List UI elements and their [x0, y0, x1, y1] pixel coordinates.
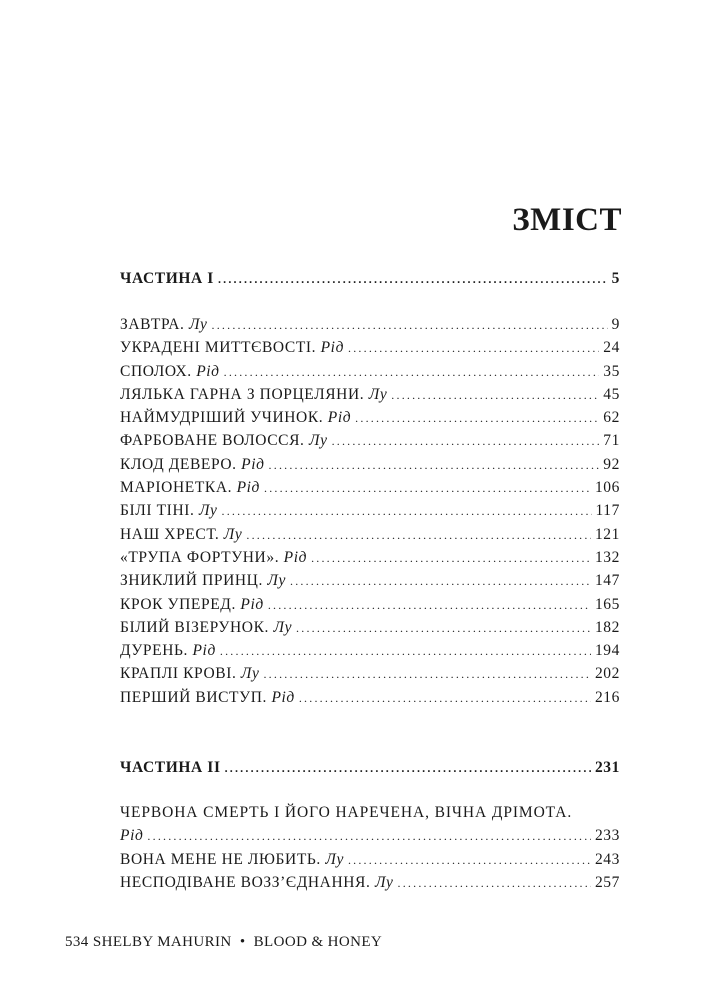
entry-title: ЗНИКЛИЙ ПРИНЦ. [120, 572, 268, 590]
entry-title: ЧЕРВОНА СМЕРТЬ І ЙОГО НАРЕЧЕНА, ВІЧНА ДРІМОТА. [120, 804, 573, 821]
page-number: 194 [594, 642, 620, 660]
dot-leader [348, 341, 599, 356]
page-number: 231 [594, 759, 620, 776]
entry-author: Рід [327, 409, 352, 427]
toc-entry [120, 479, 620, 502]
toc-entry [120, 619, 620, 642]
footer-author: SHELBY MAHURIN [92, 934, 232, 950]
entry-author: Рід [241, 455, 265, 473]
entry-label [120, 316, 208, 334]
entry-label [120, 851, 344, 869]
entry-author: Лу [267, 572, 286, 590]
page-number: 202 [594, 665, 620, 683]
entry-title: МАРІОНЕТКА. [120, 479, 237, 497]
toc-entry [120, 665, 620, 688]
entry-label [120, 596, 264, 614]
toc-entry [120, 874, 620, 897]
entry-label [120, 874, 394, 892]
entry-title: ЗАВТРА. [120, 316, 189, 333]
entry-label [120, 409, 351, 427]
dot-leader [391, 388, 599, 403]
page-number: 132 [594, 548, 620, 566]
entry-author: Лу [374, 873, 394, 891]
entry-author: Лу [198, 502, 218, 520]
entry-author: Рід [192, 642, 216, 660]
toc-part-2-header [120, 759, 620, 782]
toc-entry [120, 386, 620, 409]
entry-author: Рід [196, 362, 220, 380]
page-number: 216 [594, 688, 620, 706]
entry-title: НЕСПОДІВАНЕ ВОЗЗ’ЄДНАННЯ. [120, 873, 375, 891]
dot-leader [212, 318, 608, 333]
page-title: ЗМІСТ [512, 202, 622, 238]
page-footer [65, 934, 382, 951]
entry-label [120, 386, 387, 404]
toc-entry [120, 409, 620, 432]
toc-entry [120, 339, 620, 362]
dot-leader [220, 644, 591, 659]
page-number: 71 [603, 432, 620, 450]
footer-page-number: 534 [65, 934, 89, 950]
entry-author: Лу [308, 432, 328, 450]
entry-label [120, 456, 265, 474]
entry-author: Рід [320, 339, 345, 357]
entry-label [120, 479, 260, 497]
entry-author: Рід [240, 595, 264, 613]
dot-leader [268, 598, 591, 613]
entry-author: Лу [368, 385, 388, 403]
page-number: 182 [594, 618, 620, 636]
page-number: 92 [603, 455, 620, 473]
entry-label [120, 689, 295, 707]
entry-author: Рід [120, 827, 144, 845]
footer-bullet: • [239, 934, 246, 950]
dot-leader [222, 504, 592, 519]
toc-part-2-list [120, 804, 620, 897]
entry-label [120, 619, 292, 637]
page-number: 45 [603, 385, 620, 403]
dot-leader [348, 853, 591, 868]
entry-label [120, 572, 286, 590]
page-number: 165 [594, 595, 620, 613]
dot-leader [218, 272, 608, 287]
toc-entry [120, 572, 620, 595]
toc-entry [120, 432, 620, 455]
dot-leader [332, 434, 600, 449]
entry-title: ЛЯЛЬКА ГАРНА З ПОРЦЕЛЯНИ. [120, 385, 369, 403]
entry-title: БІЛИЙ ВІЗЕРУНОК. [120, 618, 274, 636]
toc-part-1-list [120, 316, 620, 712]
entry-title: НАШ ХРЕСТ. [120, 525, 224, 543]
footer-book-title: BLOOD & HONEY [253, 934, 383, 950]
dot-leader [225, 761, 591, 776]
page-number: 5 [611, 270, 620, 287]
entry-title: НАЙМУДРІШИЙ УЧИНОК. [120, 409, 328, 427]
page-number: 106 [594, 479, 620, 497]
dot-leader [224, 365, 600, 380]
entry-title: ПЕРШИЙ ВИСТУП. [120, 688, 272, 706]
page-number: 9 [611, 316, 620, 333]
toc-entry [120, 689, 620, 712]
toc-entry-title-line [120, 804, 620, 827]
page-number: 35 [603, 362, 620, 380]
dot-leader [264, 481, 591, 496]
entry-author: Лу [240, 665, 260, 683]
entry-title: КРАПЛІ КРОВІ. [120, 665, 241, 683]
entry-author: Лу [188, 316, 208, 333]
toc-entry [120, 827, 620, 850]
entry-author: Лу [223, 525, 243, 543]
page-number: 121 [594, 525, 620, 543]
dot-leader [355, 411, 599, 426]
entry-author: Рід [283, 548, 308, 566]
toc-entry [120, 502, 620, 525]
entry-title: КЛОД ДЕВЕРО. [120, 455, 242, 473]
page-number: 257 [594, 873, 620, 891]
entry-author: Лу [325, 850, 344, 868]
page-number: 62 [603, 409, 620, 427]
dot-leader [269, 458, 600, 473]
page-number: 117 [595, 502, 620, 520]
toc-row [120, 759, 620, 782]
entry-label [120, 502, 218, 520]
toc-entry [120, 596, 620, 619]
entry-label [120, 642, 216, 660]
page-number: 243 [594, 850, 620, 868]
page-number: 233 [594, 827, 620, 845]
entry-title: ФАРБОВАНЕ ВОЛОССЯ. [120, 432, 309, 450]
entry-author: Рід [236, 479, 260, 497]
entry-label [120, 549, 307, 567]
dot-leader [290, 574, 591, 589]
toc-entry [120, 316, 620, 339]
entry-title: УКРАДЕНІ МИТТЄВОСТІ. [120, 339, 321, 357]
entry-title: СПОЛОХ. [120, 362, 197, 380]
dot-leader [311, 551, 591, 566]
toc-entry [120, 642, 620, 665]
entry-label [120, 665, 259, 683]
part-label: ЧАСТИНА ІІ [120, 759, 221, 776]
entry-title: ДУРЕНЬ. [120, 642, 193, 660]
dot-leader [246, 528, 591, 543]
page-number: 24 [603, 339, 620, 357]
toc-entry [120, 363, 620, 386]
entry-label [120, 339, 344, 357]
entry-author: Рід [271, 688, 295, 706]
entry-label [120, 363, 220, 381]
entry-label [120, 432, 328, 450]
toc-entry [120, 456, 620, 479]
entry-title: БІЛІ ТІНІ. [120, 502, 199, 520]
dot-leader [299, 691, 591, 706]
dot-leader [296, 621, 591, 636]
toc-row [120, 270, 620, 293]
toc-entry [120, 549, 620, 572]
entry-title: ВОНА МЕНЕ НЕ ЛЮБИТЬ. [120, 850, 326, 868]
dot-leader [147, 829, 591, 844]
entry-label [120, 526, 242, 544]
dot-leader [398, 876, 591, 891]
toc-part-1-header [120, 270, 620, 293]
entry-title: «ТРУПА ФОРТУНИ». [120, 548, 284, 566]
entry-author: Лу [273, 618, 293, 636]
toc-entry [120, 526, 620, 549]
part-label: ЧАСТИНА І [120, 270, 214, 287]
toc-entry [120, 851, 620, 874]
page-number: 147 [594, 572, 620, 590]
entry-title: КРОК УПЕРЕД. [120, 595, 241, 613]
dot-leader [263, 667, 590, 682]
